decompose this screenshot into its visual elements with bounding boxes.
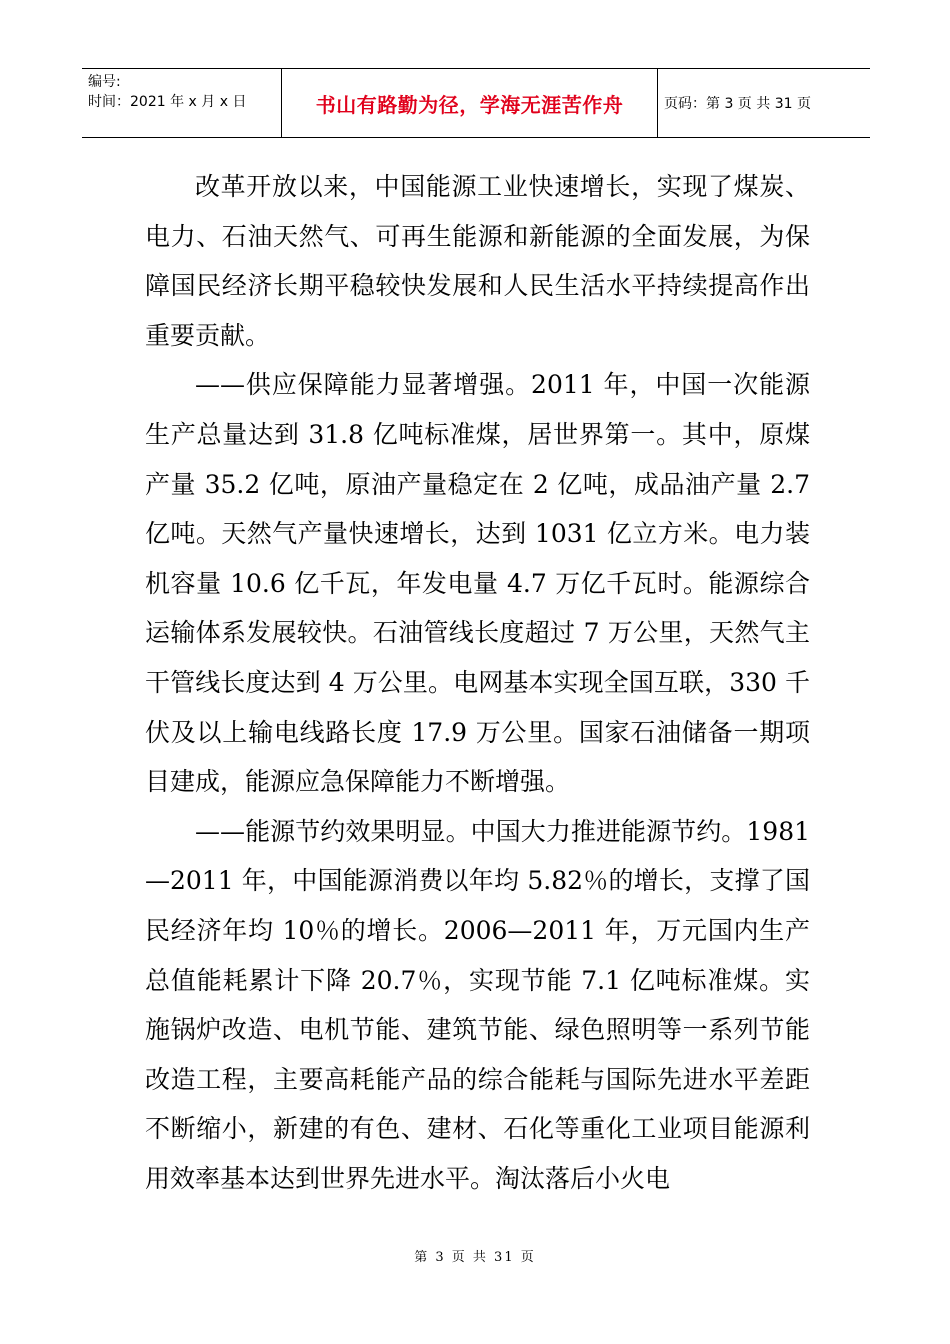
- document-time-label: 时间：2021 年 x 月 x 日: [88, 94, 247, 110]
- paragraph-saving: ——能源节约效果明显。中国大力推进能源节约。1981—2011 年，中国能源消费以年均 5.82％的增长，支撑了国民经济年均 10％的增长。2006—2011 年，万元国内生产总值能耗累计下降 20.7％，实现节能 7.1 亿吨标准煤。实施锅炉改造、电机节能、建筑节能、绿色照明等一系列节能改造工程，主要高耗能产品的综合能耗与国际先进水平差距不断缩小，新建的有色、建材、石化等重化工业项目能源利用效率基本达到世界先进水平。淘汰落后小火电: [145, 816, 810, 1193]
- document-number-label: 编号:: [88, 74, 121, 90]
- header-motto: 书山有路勤为径，学海无涯苦作舟: [282, 69, 658, 137]
- paragraph-intro: 改革开放以来，中国能源工业快速增长，实现了煤炭、电力、石油天然气、可再生能源和新能源的全面发展，为保障国民经济长期平稳较快发展和人民生活水平持续提高作出重要贡献。: [145, 172, 810, 350]
- page-footer: 第 3 页 共 31 页: [414, 1250, 536, 1265]
- header-meta: [82, 69, 282, 137]
- page-header: [82, 68, 870, 138]
- document-body: [145, 162, 810, 1203]
- paragraph-supply: ——供应保障能力显著增强。2011 年，中国一次能源生产总量达到 31.8 亿吨标准煤，居世界第一。其中，原煤产量 35.2 亿吨，原油产量稳定在 2 亿吨，成品油产量 2.7 亿吨。天然气产量快速增长，达到 1031 亿立方米。电力装机容量 10.6 亿千瓦，年发电量 4.7 万亿千瓦时。能源综合运输体系发展较快。石油管线长度超过 7 万公里，天然气主干管线长度达到 4 万公里。电网基本实现全国互联，330 千伏及以上输电线路长度 17.9 万公里。国家石油储备一期项目建成，能源应急保障能力不断增强。: [145, 370, 810, 797]
- header-page-info: 页码：第 3 页 共 31 页: [664, 96, 811, 112]
